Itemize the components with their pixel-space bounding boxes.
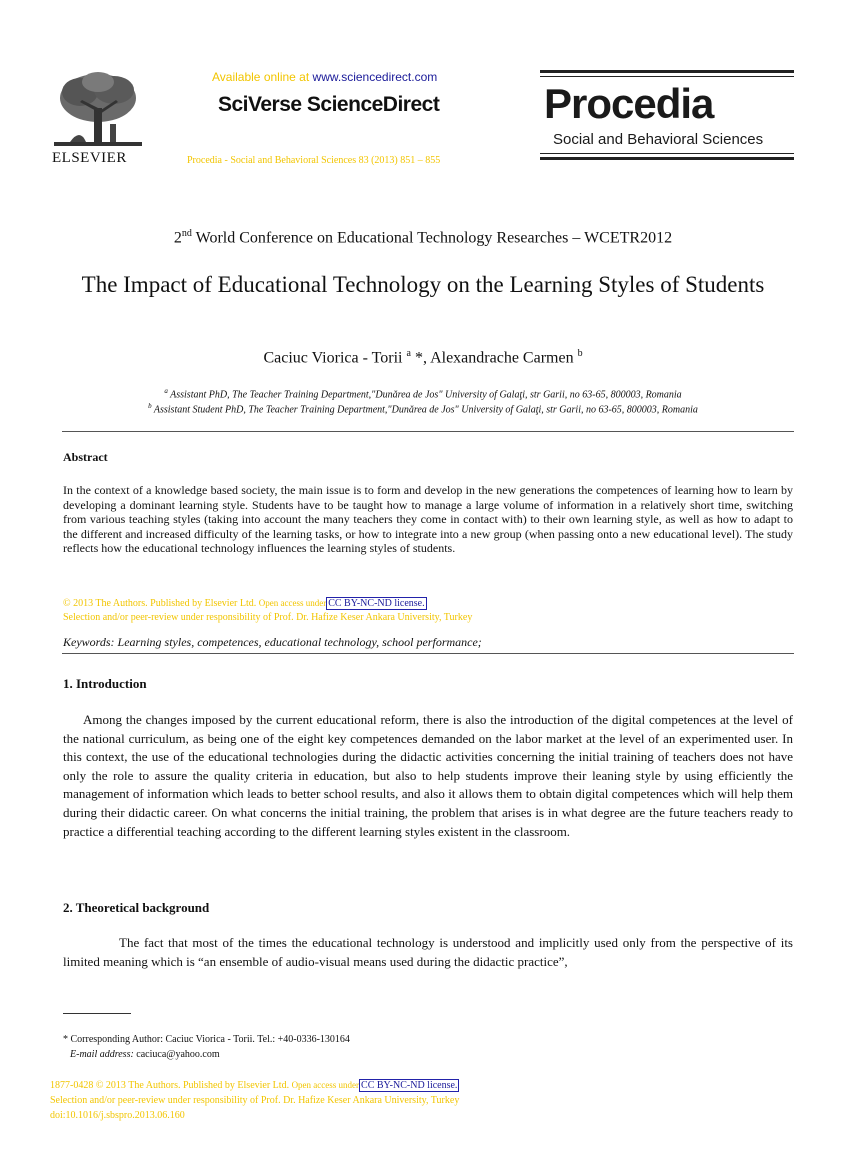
- corresponding-mark: *,: [414, 349, 427, 367]
- conference-ordinal-sup: nd: [181, 228, 192, 239]
- selection-text: Selection and/or peer-review under responsibility of Prof. Dr. Hafize Keser Ankara University, Turkey: [63, 612, 473, 623]
- footer-open-access: Open access under: [291, 1080, 360, 1090]
- procedia-bottom-rule: [540, 157, 794, 160]
- abstract-top-rule: [62, 431, 794, 432]
- procedia-logo: Procedia: [544, 80, 714, 127]
- license-link[interactable]: CC BY-NC-ND license.: [328, 598, 425, 609]
- conference-title: World Conference on Educational Technology Researches – WCETR2012: [195, 229, 673, 247]
- sciencedirect-link[interactable]: www.sciencedirect.com: [312, 70, 438, 84]
- footer-license-link[interactable]: CC BY-NC-ND license.: [361, 1080, 458, 1091]
- abstract-heading: Abstract: [63, 450, 108, 464]
- available-online-label: Available online at: [212, 70, 310, 84]
- footer-doi[interactable]: doi:10.1016/j.sbspro.2013.06.160: [50, 1110, 185, 1121]
- footnote-corresponding-author: * Corresponding Author: Caciuc Viorica - Torii. Tel.: +40-0336-130164: [63, 1034, 350, 1045]
- paper-title: The Impact of Educational Technology on the Learning Styles of Students: [81, 272, 765, 297]
- author-line: [0, 348, 846, 367]
- journal-reference: Procedia - Social and Behavioral Sciences 83 (2013) 851 – 855: [187, 155, 441, 166]
- abstract-bottom-rule: [62, 653, 794, 654]
- affiliation-mark: a: [164, 387, 168, 395]
- procedia-top-rule: [540, 70, 794, 73]
- author-2-affil-mark: b: [577, 348, 583, 359]
- author-1: Caciuc Viorica - Torii: [263, 349, 403, 367]
- procedia-top-rule-thin: [540, 76, 794, 77]
- procedia-subtitle: Social and Behavioral Sciences: [553, 131, 764, 148]
- copyright-text: © 2013 The Authors. Published by Elsevier Ltd.: [63, 598, 257, 609]
- affiliation-mark: b: [148, 402, 152, 410]
- sciverse-logo: SciVerse ScienceDirect: [218, 93, 440, 116]
- abstract-body: In the context of a knowledge based society, the main issue is to form and develop in the new generations the competences of learning how to learn by developing a dominant learning style. Students have to be taught how to manage a large volume of information in a relatively short time, switching from various teaching styles (taking into account the many teachers they come in contact with) to their own learning style, as well as how to adapt to the different and increased difficulty of the learning tasks, or how to integrate into a new group (when passing onto a new educational level). The study reflects how the educational technology influences the learning styles of students.: [63, 483, 793, 556]
- footnote-email: [70, 1049, 220, 1060]
- email-label: E-mail address:: [70, 1049, 134, 1060]
- email-address[interactable]: caciuca@yahoo.com: [136, 1049, 220, 1060]
- keywords: Keywords: Learning styles, competences, educational technology, school performance;: [63, 635, 482, 649]
- affiliation-text: Assistant Student PhD, The Teacher Training Department,"Dunărea de Jos" University of Galaţi, str Garii, no 63-65, 800003, Romania: [153, 404, 698, 416]
- open-access-text: Open access under: [258, 598, 327, 608]
- available-online-line: [212, 70, 437, 84]
- affiliation-b: [0, 402, 846, 415]
- section-heading-introduction: 1. Introduction: [63, 676, 147, 691]
- conference-name: [0, 228, 846, 247]
- author-1-affil-mark: a: [406, 348, 411, 359]
- introduction-paragraph: Among the changes imposed by the current educational reform, there is also the introduction of the digital competences at the level of the national curriculum, as being one of the eight key competences demanded on the labor market at the level of an experimented user. In this context, the use of the educational technologies during the didactic activities concerning the initial training of teachers does not have only the role to assure the quality criteria in education, but also to help students improve their leaning style by using efficiently the management of information which leads to better school results, and also it allows them to obtain digital competences which will help them during their didactic career. On what concerns the initial training, the problem that arises is in what degree are the future teachers ready to practice a differential teaching according to the different learning styles existent in the classroom.: [63, 712, 793, 839]
- affiliation-text: Assistant PhD, The Teacher Training Department,"Dunărea de Jos" University of Galaţi, str Garii, no 63-65, 800003, Romania: [170, 389, 682, 401]
- abstract-copyright: [63, 596, 793, 625]
- theoretical-background-paragraph: The fact that most of the times the educational technology is understood and implicitly used only from the perspective of its limited meaning which is “an ensemble of audio-visual means used during the didactic practice”,: [63, 935, 793, 969]
- elsevier-wordmark: ELSEVIER: [52, 150, 127, 166]
- footnote-rule: [63, 1013, 131, 1014]
- affiliation-a: [0, 387, 846, 400]
- footer-selection: Selection and/or peer-review under responsibility of Prof. Dr. Hafize Keser Ankara University, Turkey: [50, 1095, 460, 1106]
- author-2: Alexandrache Carmen: [430, 349, 574, 367]
- procedia-bottom-rule-thin: [540, 153, 794, 154]
- footer-copyright: 1877-0428 © 2013 The Authors. Published by Elsevier Ltd.: [50, 1080, 290, 1091]
- section-heading-theoretical-background: 2. Theoretical background: [63, 900, 210, 915]
- conference-ordinal: 2: [173, 229, 182, 247]
- footer-copyright-line: [50, 1078, 459, 1093]
